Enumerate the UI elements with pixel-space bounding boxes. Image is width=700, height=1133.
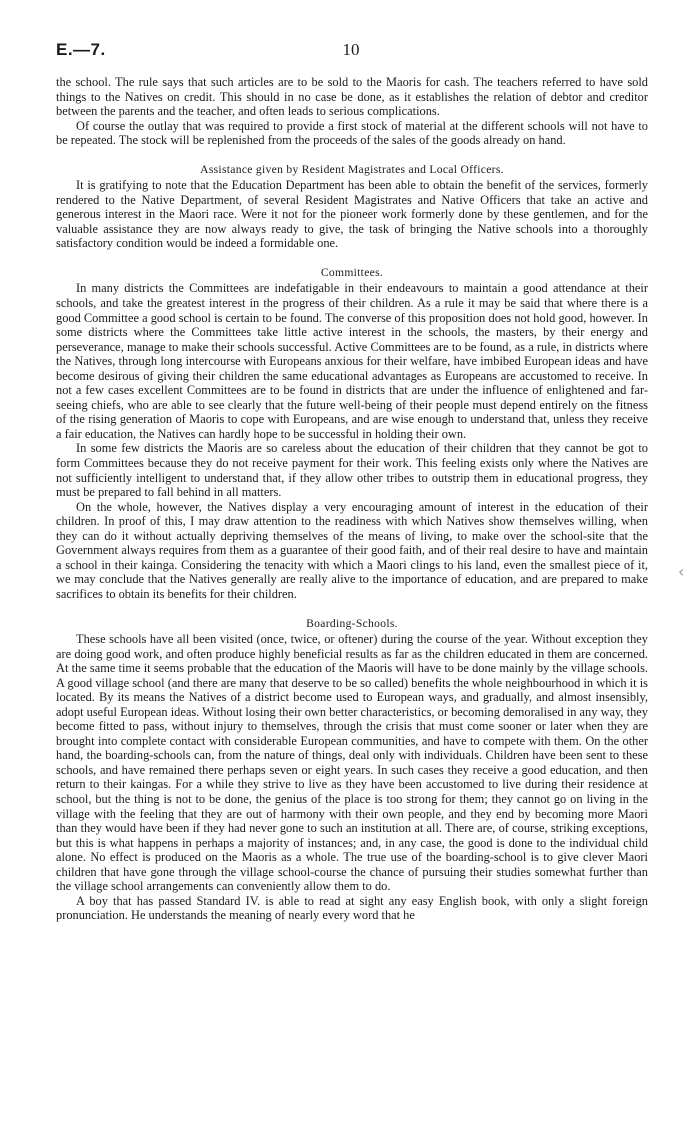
paragraph-continuation: the school. The rule says that such articles are to be sold to the Maoris for cash. The teachers referred to have sold things to the Natives on credit. This should in no case be done, as it establishes the relation of debtor and creditor between the parents and the teacher, and often leads to serious complications. bbox=[56, 75, 648, 119]
paragraph-boarding-1: These schools have all been visited (once, twice, or oftener) during the course of the year. Without exception they are doing good work, and often produce highly beneficial results as far as the children educated in them are concerned. At the same time it seems probable that the education of the Maoris will have to be done mainly by the village schools. A good village school (and there are many that deserve to be so called) benefits the whole neighbourhood in which it is located. By its means the Natives of a district become used to European ways, and gradually, and almost insensibly, adopt useful European ideas. Without losing their own better characteristics, or becoming demoralised in any way, they become fitted to pass, without injury to themselves, through the crisis that must come sooner or later when they are brought into complete contact with considerable European communities, and have to compete with them. On the other hand, the boarding-schools can, from the nature of things, deal only with individuals. Children have been sent to these schools, and have remained there perhaps seven or eight years. In such cases they receive a good education, and then return to their kaingas. For a while they strive to live as they have been accustomed to live during their residence at school, but the thing is not to be done, the genius of the place is too strong for them; they cannot go on living in the village with the feeling that they are out of harmony with their own people, and they end by becoming more Maori than they would have been if they had never gone to such an institution at all. There are, of course, striking exceptions, but this is what happens in perhaps a majority of instances; and, in any case, the good is done to the individual child alone. No effect is produced on the Maoris as a whole. The true use of the boarding-school is to give clever Maori children that have gone through the village school-course the chance of pursuing their studies somewhat further than the village school arrangements can conveniently allow them to do. bbox=[56, 632, 648, 894]
heading-committees: Committees. bbox=[320, 265, 384, 279]
paragraph-committees-3: On the whole, however, the Natives display a very encouraging amount of interest in the education of their children. In proof of this, I may draw attention to the readiness with which Natives show themselves willing, when they can do it without actually depriving themselves of the means of living, to make over the school-site that the Government always requires from them as a guarantee of their good faith, and of their real desire to have and maintain a school in their kainga. Considering the tenacity with which a Maori clings to his land, even the smallest piece of it, we may conclude that the Natives generally are really alive to the importance of education, and are prepared to make sacrifices to obtain its benefits for their children. bbox=[56, 499, 648, 601]
page-header bbox=[56, 40, 646, 64]
paragraph-committees-1: In many districts the Committees are indefatigable in their endeavours to maintain a good attendance at their schools, and take the greatest interest in the progress of their children. As a rule it may be said that where there is a good Committee a good school is certain to be found. The converse of this proposition does not hold good, however. In some districts where the Committees take little active interest in the schools, the masters, by their energy and perseverance, manage to make their schools successful. Active Committees are to be found, as a rule, in districts where the Natives, through long intercourse with Europeans anxious for their welfare, have imbibed European ideas and have become desirous of giving their children the same educational advantages as Europeans are accustomed to receive. In not a few cases excellent Committees are to be found in districts that are under the influence of enlightened and far-seeing chiefs, who are able to see clearly that the future well-being of their people must depend entirely on the fitness of the rising generation of Maoris to cope with Europeans, and are wise enough to understand that, unless they receive a fair education, the Natives can hardly hope to be successful in holding their own. bbox=[56, 281, 648, 441]
paragraph-assistance: It is gratifying to note that the Education Department has been able to obtain the benefit of the services, formerly rendered to the Native Department, of several Resident Magistrates and Native Officers that take an active and generous interest in the Maori race. Were it not for the pioneer work formerly done by these gentlemen, and for the valuable assistance they are now always ready to give, the task of bringing the Native schools into a thoroughly satisfactory condition would be indeed a formidable one. bbox=[56, 178, 648, 251]
heading-boarding-schools: Boarding-Schools. bbox=[306, 616, 398, 630]
heading-assistance: Assistance given by Resident Magistrates and Local Officers. bbox=[200, 162, 504, 176]
page-number: 10 bbox=[342, 40, 360, 59]
page-body bbox=[56, 75, 648, 923]
report-reference: E.—7. bbox=[56, 40, 106, 59]
paragraph-boarding-2: A boy that has passed Standard IV. is able to read at sight any easy English book, with only a slight foreign pronunciation. He understands the meaning of nearly every word that he bbox=[56, 893, 648, 923]
paragraph-committees-2: In some few districts the Maoris are so careless about the education of their children that they cannot be got to form Committees because they do not receive payment for their work. This feeling exists only where the Natives are not sufficiently intelligent to understand that, if they allow other tribes to outstrip them in educational progress, they must be prepared to fall behind in all matters. bbox=[56, 441, 648, 500]
paragraph-outlay: Of course the outlay that was required to provide a first stock of material at the different schools will not have to be repeated. The stock will be replenished from the proceeds of the sales of the goods already on hand. bbox=[56, 118, 648, 148]
margin-mark: ‹ bbox=[678, 562, 685, 581]
